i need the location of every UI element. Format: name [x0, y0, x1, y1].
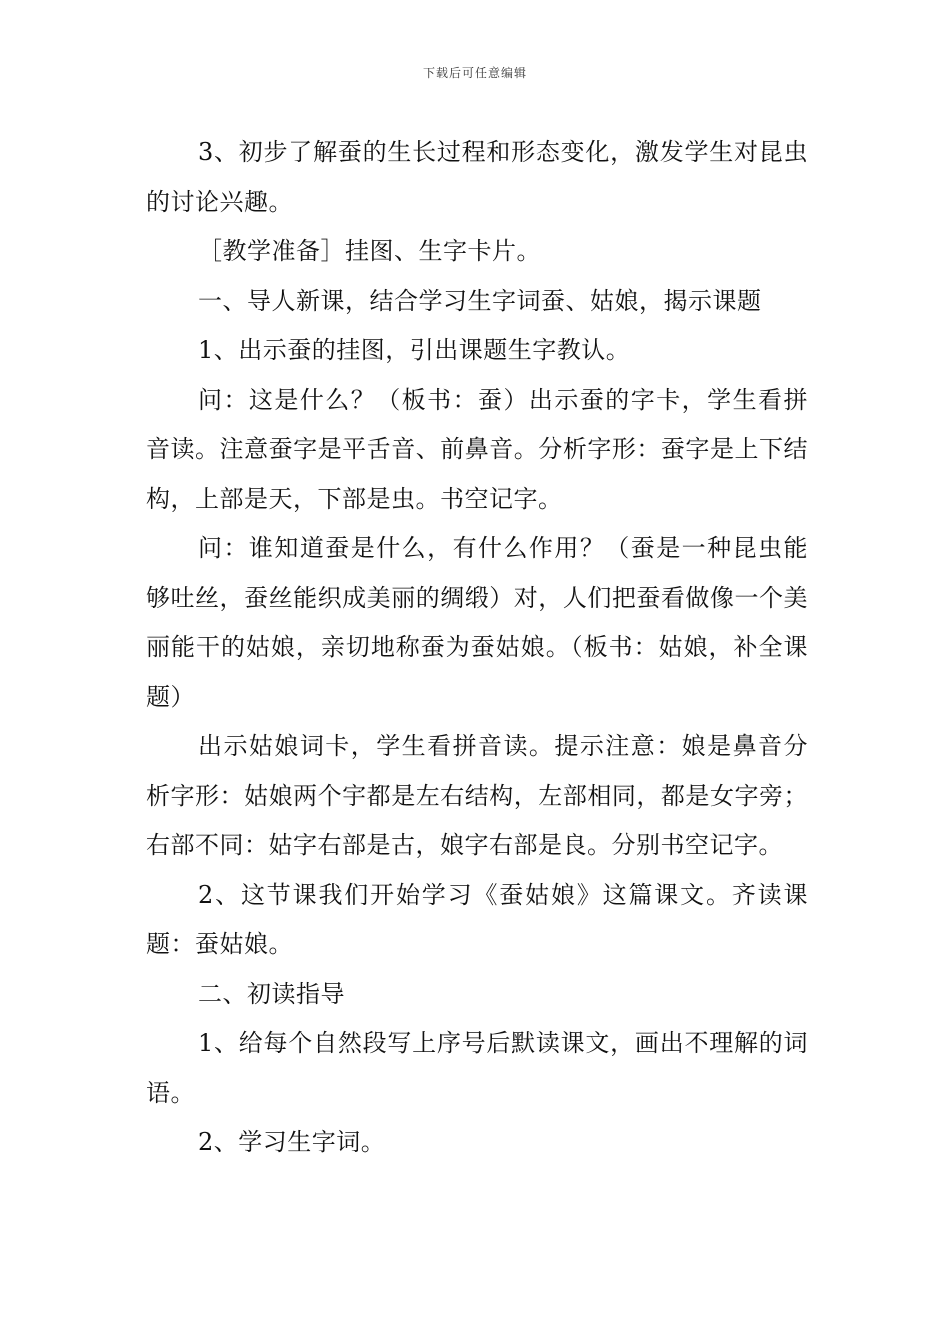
paragraph-step-2: 2、这节课我们开始学习《蚕姑娘》这篇课文。齐读课题：蚕姑娘。 [146, 880, 808, 958]
paragraph-question-who-knows: 问：谁知道蚕是什么，有什么作用？（蚕是一种昆虫能够吐丝，蚕丝能织成美丽的绸缎）对，人们把蚕看做像一个美丽能干的姑娘，亲切地称蚕为蚕姑娘。（板书：姑娘，补全课题） [146, 534, 808, 711]
paragraph-goal-3: 3、初步了解蚕的生长过程和形态变化，激发学生对昆虫的讨论兴趣。 [146, 138, 808, 216]
paragraph-reading-step-1: 1、给每个自然段写上序号后默读课文，画出不理解的词语。 [146, 1029, 808, 1107]
paragraph-reading-step-2: 2、学习生字词。 [198, 1128, 386, 1156]
document-body [146, 128, 808, 1168]
paragraph-word-card: 出示姑娘词卡，学生看拼音读。提示注意：娘是鼻音分析字形：姑娘两个宇都是左右结构，左部相同，都是女字旁；右部不同：姑字右部是古，娘字右部是良。分别书空记字。 [146, 732, 808, 859]
paragraph-step-1: 1、出示蚕的挂图，引出课题生字教认。 [198, 336, 631, 364]
paragraph-section-2-heading: 二、初读指导 [198, 979, 345, 1008]
paragraph-preparation: ［教学准备］挂图、生字卡片。 [198, 237, 541, 265]
page-header-note: 下载后可任意编辑 [422, 66, 527, 80]
paragraph-question-what: 问：这是什么？（板书：蚕）出示蚕的字卡，学生看拼音读。注意蚕字是平舌音、前鼻音。分析字形：蚕字是上下结构，上部是天，下部是虫。书空记字。 [146, 385, 808, 513]
paragraph-section-1-heading: 一、导人新课，结合学习生字词蚕、姑娘，揭示课题 [198, 286, 762, 315]
